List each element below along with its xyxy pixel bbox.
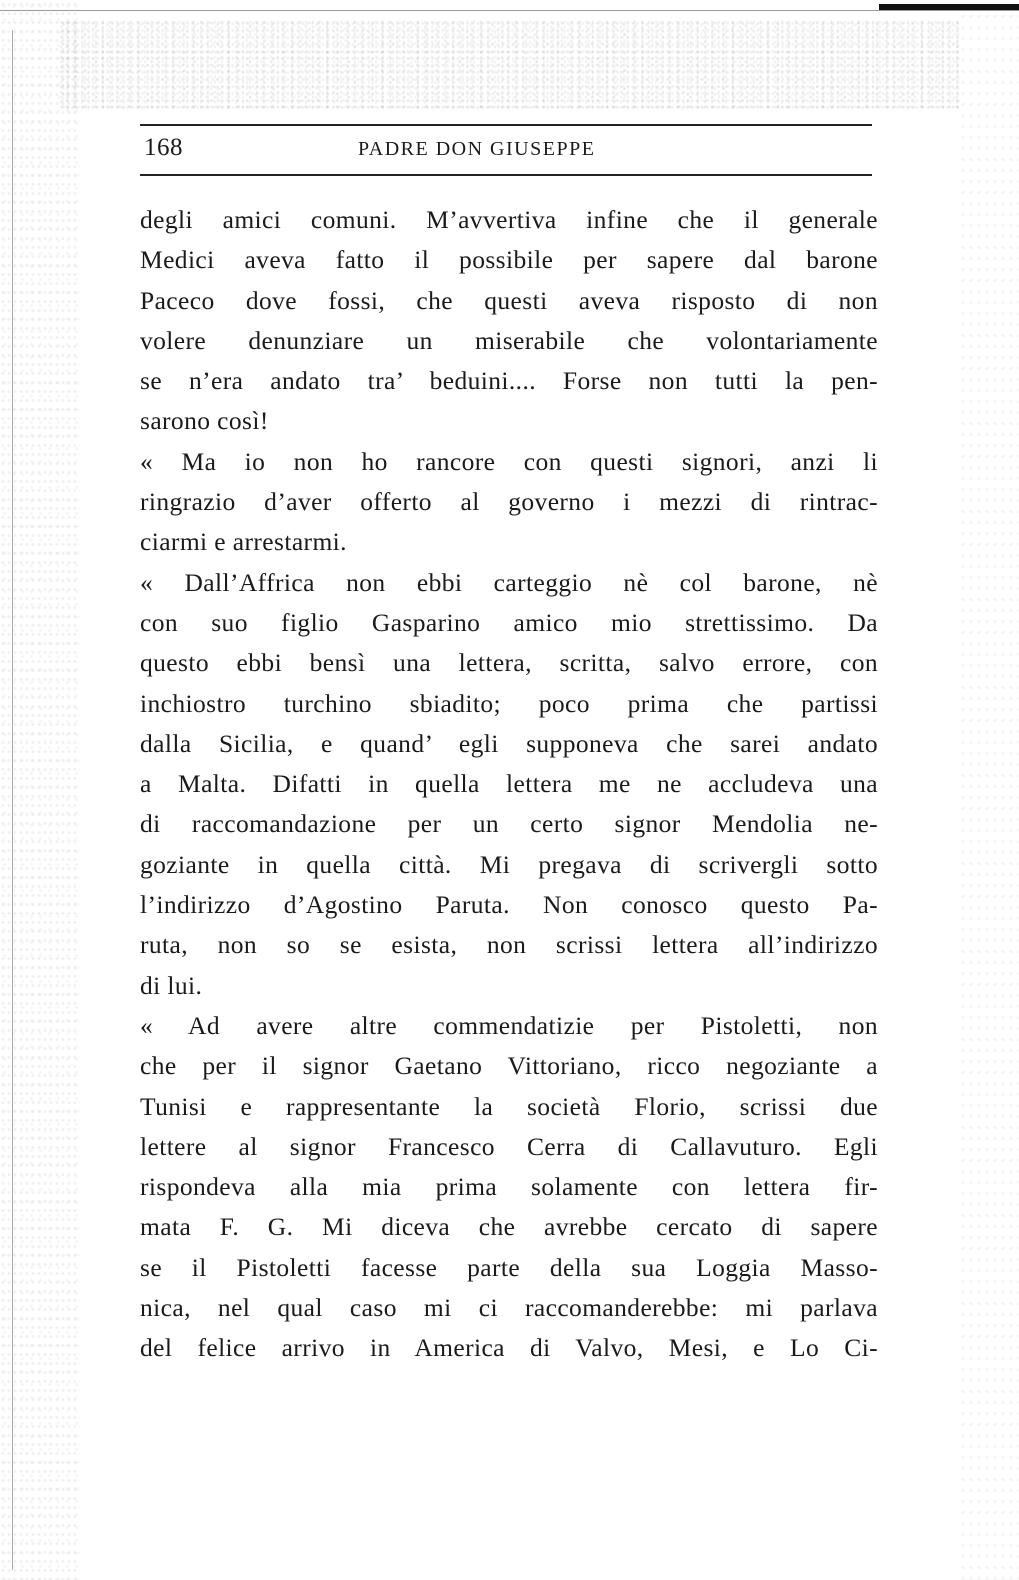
text-line: questo ebbi bensì una lettera, scritta, salvo errore, con: [140, 648, 878, 678]
running-head: [140, 124, 872, 180]
text-line: a Malta. Difatti in quella lettera me ne accludeva una: [140, 769, 878, 799]
text-line: « Ma io non ho rancore con questi signori, anzi li: [140, 446, 878, 476]
text-line: mata F. G. Mi diceva che avrebbe cercato di sapere: [140, 1212, 878, 1242]
header-rule-top: [140, 124, 872, 126]
scan-left-edge: [12, 30, 13, 1570]
scan-noise-right: [959, 0, 1019, 1580]
text-line: se n’era andato tra’ beduini.... Forse non tutti la pen-: [140, 366, 878, 396]
text-line: goziante in quella città. Mi pregava di scrivergli sotto: [140, 849, 878, 879]
text-line: del felice arrivo in America di Valvo, Mesi, e Lo Ci-: [140, 1333, 878, 1363]
text-line: volere denunziare un miserabile che volontariamente: [140, 325, 878, 355]
text-line: inchiostro turchino sbiadito; poco prima che partissi: [140, 688, 878, 718]
text-line: degli amici comuni. M’avvertiva infine che il generale: [140, 205, 878, 234]
text-line: nica, nel qual caso mi ci raccomanderebbe: mi parlava: [140, 1293, 878, 1323]
text-line: lettere al signor Francesco Cerra di Callavuturo. Egli: [140, 1131, 878, 1161]
text-line: di raccomandazione per un certo signor Mendolia ne-: [140, 809, 878, 839]
text-line: con suo figlio Gasparino amico mio strettissimo. Da: [140, 607, 878, 637]
scan-edge-line: [0, 10, 1019, 11]
text-line: Medici aveva fatto il possibile per sapere dal barone: [140, 245, 878, 275]
header-rule-bottom: [140, 174, 872, 176]
text-line: « Dall’Affrica non ebbi carteggio nè col barone, nè: [140, 567, 878, 597]
text-line: di lui.: [140, 970, 203, 1000]
text-line: ruta, non so se esista, non scrissi lettera all’indirizzo: [140, 930, 878, 960]
body-text: [140, 200, 878, 1369]
text-line: ciarmi e arrestarmi.: [140, 527, 347, 557]
text-line: Tunisi e rappresentante la società Florio, scrissi due: [140, 1091, 878, 1121]
scan-noise-top: [60, 20, 960, 110]
text-line: Paceco dove fossi, che questi aveva risposto di non: [140, 285, 878, 315]
text-line: rispondeva alla mia prima solamente con lettera fir-: [140, 1172, 878, 1202]
text-line: che per il signor Gaetano Vittoriano, ricco negoziante a: [140, 1051, 878, 1081]
text-line: dalla Sicilia, e quand’ egli supponeva che sarei andato: [140, 728, 878, 758]
text-line: se il Pistoletti facesse parte della sua Loggia Masso-: [140, 1252, 878, 1282]
page-header-title: PADRE DON GIUSEPPE: [358, 138, 596, 160]
text-line: sarono così!: [140, 406, 269, 436]
text-line: « Ad avere altre commendatizie per Pistoletti, non: [140, 1010, 878, 1040]
text-line: l’indirizzo d’Agostino Paruta. Non conosco questo Pa-: [140, 890, 878, 920]
text-line: ringrazio d’aver offerto al governo i mezzi di rintrac-: [140, 487, 878, 517]
page-number: 168: [144, 134, 183, 161]
